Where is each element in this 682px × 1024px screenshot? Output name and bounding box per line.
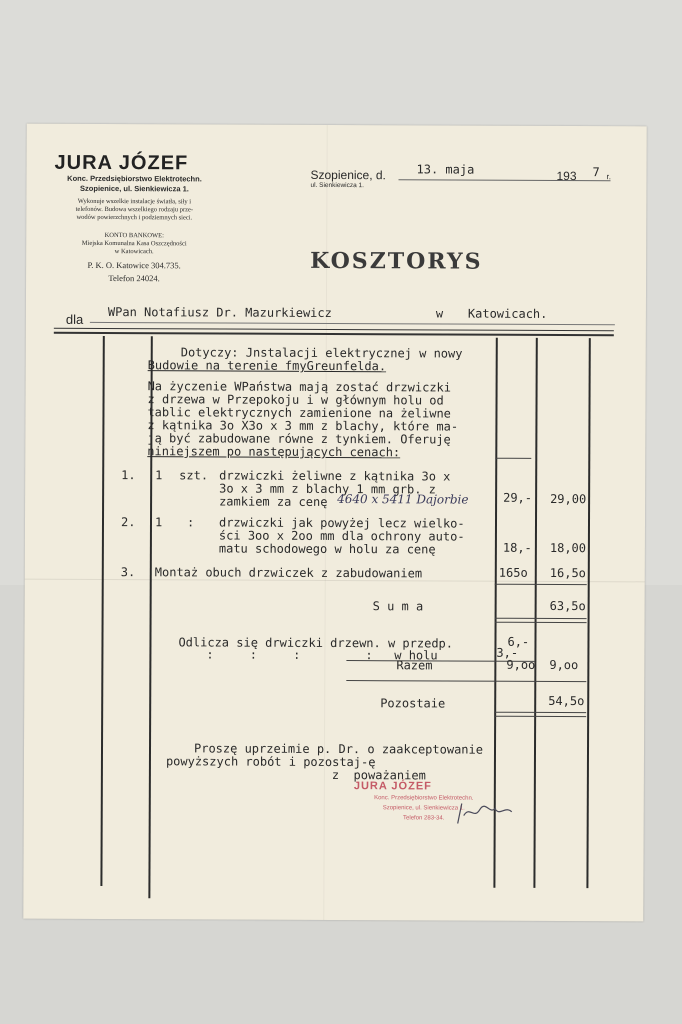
pko-account: P. K. O. Katowice 304.735. bbox=[87, 259, 181, 271]
company-address: Szopienice, ul. Sienkiewicza 1. bbox=[80, 183, 189, 194]
deduction-line: Odlicza się drwiczki drzewn. w przedp. bbox=[178, 635, 454, 651]
header-rule-thick bbox=[54, 332, 614, 336]
bank-city: w Katowicach. bbox=[114, 248, 154, 256]
remain-underline bbox=[494, 716, 586, 717]
closing-line: z poważaniem bbox=[331, 767, 426, 783]
item-desc-line: 3o x 3 mm z blachy 1 mm grb. z bbox=[219, 481, 436, 497]
price-header-rule bbox=[495, 458, 531, 459]
sum-underline bbox=[495, 618, 587, 619]
pko-info bbox=[54, 259, 214, 286]
item-unit: : bbox=[186, 515, 195, 530]
addressee-name: WPan Notafiusz Dr. Mazurkiewicz bbox=[107, 305, 332, 320]
intro-line: ją być zabudowane równe z tynkiem. Oferuję bbox=[147, 431, 451, 447]
date-day-month: 13. maja bbox=[416, 162, 475, 177]
description-line: Wykonuje wszelkie instalacje światła, siły i bbox=[77, 197, 192, 206]
item-total: 18,00 bbox=[549, 540, 587, 556]
item-number: 2. bbox=[120, 515, 136, 530]
addressee-w: w bbox=[435, 306, 444, 321]
item-desc-line: zamkiem za cenę bbox=[219, 494, 328, 509]
deduction-line: : : : : w holu bbox=[206, 647, 438, 663]
razem-value: 9,oo bbox=[506, 657, 536, 672]
item-desc-line: Montaż obuch drzwiczek z zabudowaniem bbox=[154, 565, 423, 581]
item-desc-line: drzwiczki jak powyżej lecz wielko- bbox=[218, 515, 465, 531]
stamp-line: Telefon 283-34. bbox=[403, 815, 445, 822]
intro-line: niniejszem po następujących cenach: bbox=[147, 444, 401, 460]
bank-name: Miejska Komunalna Kasa Oszczędności bbox=[81, 239, 187, 248]
place-label: Szopienice, d. bbox=[310, 167, 386, 183]
company-subtitle bbox=[54, 174, 214, 195]
stamp-line: Konc. Przedsiębiorstwo Elektrotechn. bbox=[374, 795, 474, 802]
addressee-underline bbox=[90, 322, 615, 325]
item-unit: szt. bbox=[179, 468, 209, 483]
razem-underline bbox=[346, 680, 586, 682]
header-rule bbox=[54, 328, 614, 331]
date-year-digit: 7 bbox=[592, 165, 600, 180]
item-unit-price: 165o bbox=[498, 565, 528, 580]
handwritten-note: 4640 x 5411 Dajorbie bbox=[337, 492, 469, 507]
subject-line: Budowie na terenie fmyGreunfelda. bbox=[147, 358, 387, 374]
item-unit-price: 18,- bbox=[502, 540, 532, 555]
bank-info bbox=[54, 232, 214, 257]
closing-line: Proszę uprzeimie p. Dr. o zaakceptowanie bbox=[193, 741, 484, 757]
item-number: 3. bbox=[120, 565, 136, 580]
column-rule bbox=[586, 338, 590, 888]
subject-line: Dotyczy: Jnstalacji elektrycznej w nowy bbox=[180, 345, 463, 361]
closing-line: powyższych robót i pozostaj-ę bbox=[165, 754, 376, 770]
phone-number: Telefon 24024. bbox=[108, 273, 160, 284]
company-name: JURA JÓZEF bbox=[54, 151, 189, 175]
sum-rule bbox=[495, 584, 587, 585]
stamp-name: JURA JÓZEF bbox=[353, 780, 432, 793]
item-desc-line: drzwiczki żeliwne z kątnika 3o x bbox=[219, 468, 451, 484]
sum-label: S u m a bbox=[372, 599, 424, 614]
razem-label: Razem bbox=[396, 658, 433, 673]
document-title: KOSZTORYS bbox=[310, 247, 483, 275]
addressee-label: dla bbox=[65, 311, 84, 327]
razem-value: 9,oo bbox=[549, 657, 579, 673]
description-line: telefonów. Budowa wszelkiego rodzaju prze- bbox=[75, 205, 194, 214]
addressee-city: Katowicach. bbox=[467, 306, 548, 321]
item-desc-line: matu schodowego w holu za cenę bbox=[218, 541, 436, 557]
date-underline bbox=[398, 179, 610, 181]
item-number: 1. bbox=[121, 468, 136, 483]
date-suffix: r. bbox=[606, 172, 611, 182]
column-rule bbox=[100, 336, 104, 886]
description-line: wodów powierzchnych i podziemnych sieci. bbox=[76, 213, 193, 222]
date-year-prefix: 193 bbox=[556, 168, 577, 184]
sum-underline bbox=[495, 622, 587, 623]
remain-underline bbox=[494, 712, 586, 713]
deduction-value: 6,- bbox=[507, 634, 530, 649]
intro-line: tablic elektrycznych zamienione na żeliwne bbox=[147, 405, 451, 421]
item-unit-price: 29,- bbox=[503, 490, 533, 505]
item-qty: 1 bbox=[155, 468, 163, 483]
invoice-document bbox=[23, 124, 646, 922]
intro-line: z kątnika 3o X3o x 3 mm z blachy, które ma- bbox=[147, 418, 459, 434]
item-desc-line: ści 3oo x 2oo mm dla ochrony auto- bbox=[218, 528, 465, 544]
item-qty: 1 bbox=[154, 515, 163, 530]
remain-value: 54,5o bbox=[548, 693, 585, 709]
place-address: ul. Sienkiewicza 1. bbox=[310, 181, 364, 190]
deduction-value: 3,- bbox=[496, 645, 519, 660]
remain-label: Pozostaie bbox=[380, 696, 446, 711]
company-description bbox=[54, 198, 214, 223]
bank-heading: KONTO BANKOWE: bbox=[104, 231, 164, 240]
signature-mark bbox=[456, 798, 516, 828]
column-rule bbox=[533, 338, 537, 888]
item-total: 16,5o bbox=[549, 565, 586, 581]
intro-line: z drzewa w Przepokoju i w głównym holu od bbox=[147, 392, 444, 408]
company-subtitle-line: Konc. Przedsiębiorstwo Elektrotechn. bbox=[67, 173, 202, 184]
intro-line: Na życzenie WPaństwa mają zostać drzwiczki bbox=[147, 379, 452, 395]
sum-value: 63,5o bbox=[549, 598, 586, 614]
item-total: 29,00 bbox=[550, 491, 587, 507]
stamp-line: Szopienice, ul. Sienkiewicza 1. bbox=[382, 805, 465, 812]
